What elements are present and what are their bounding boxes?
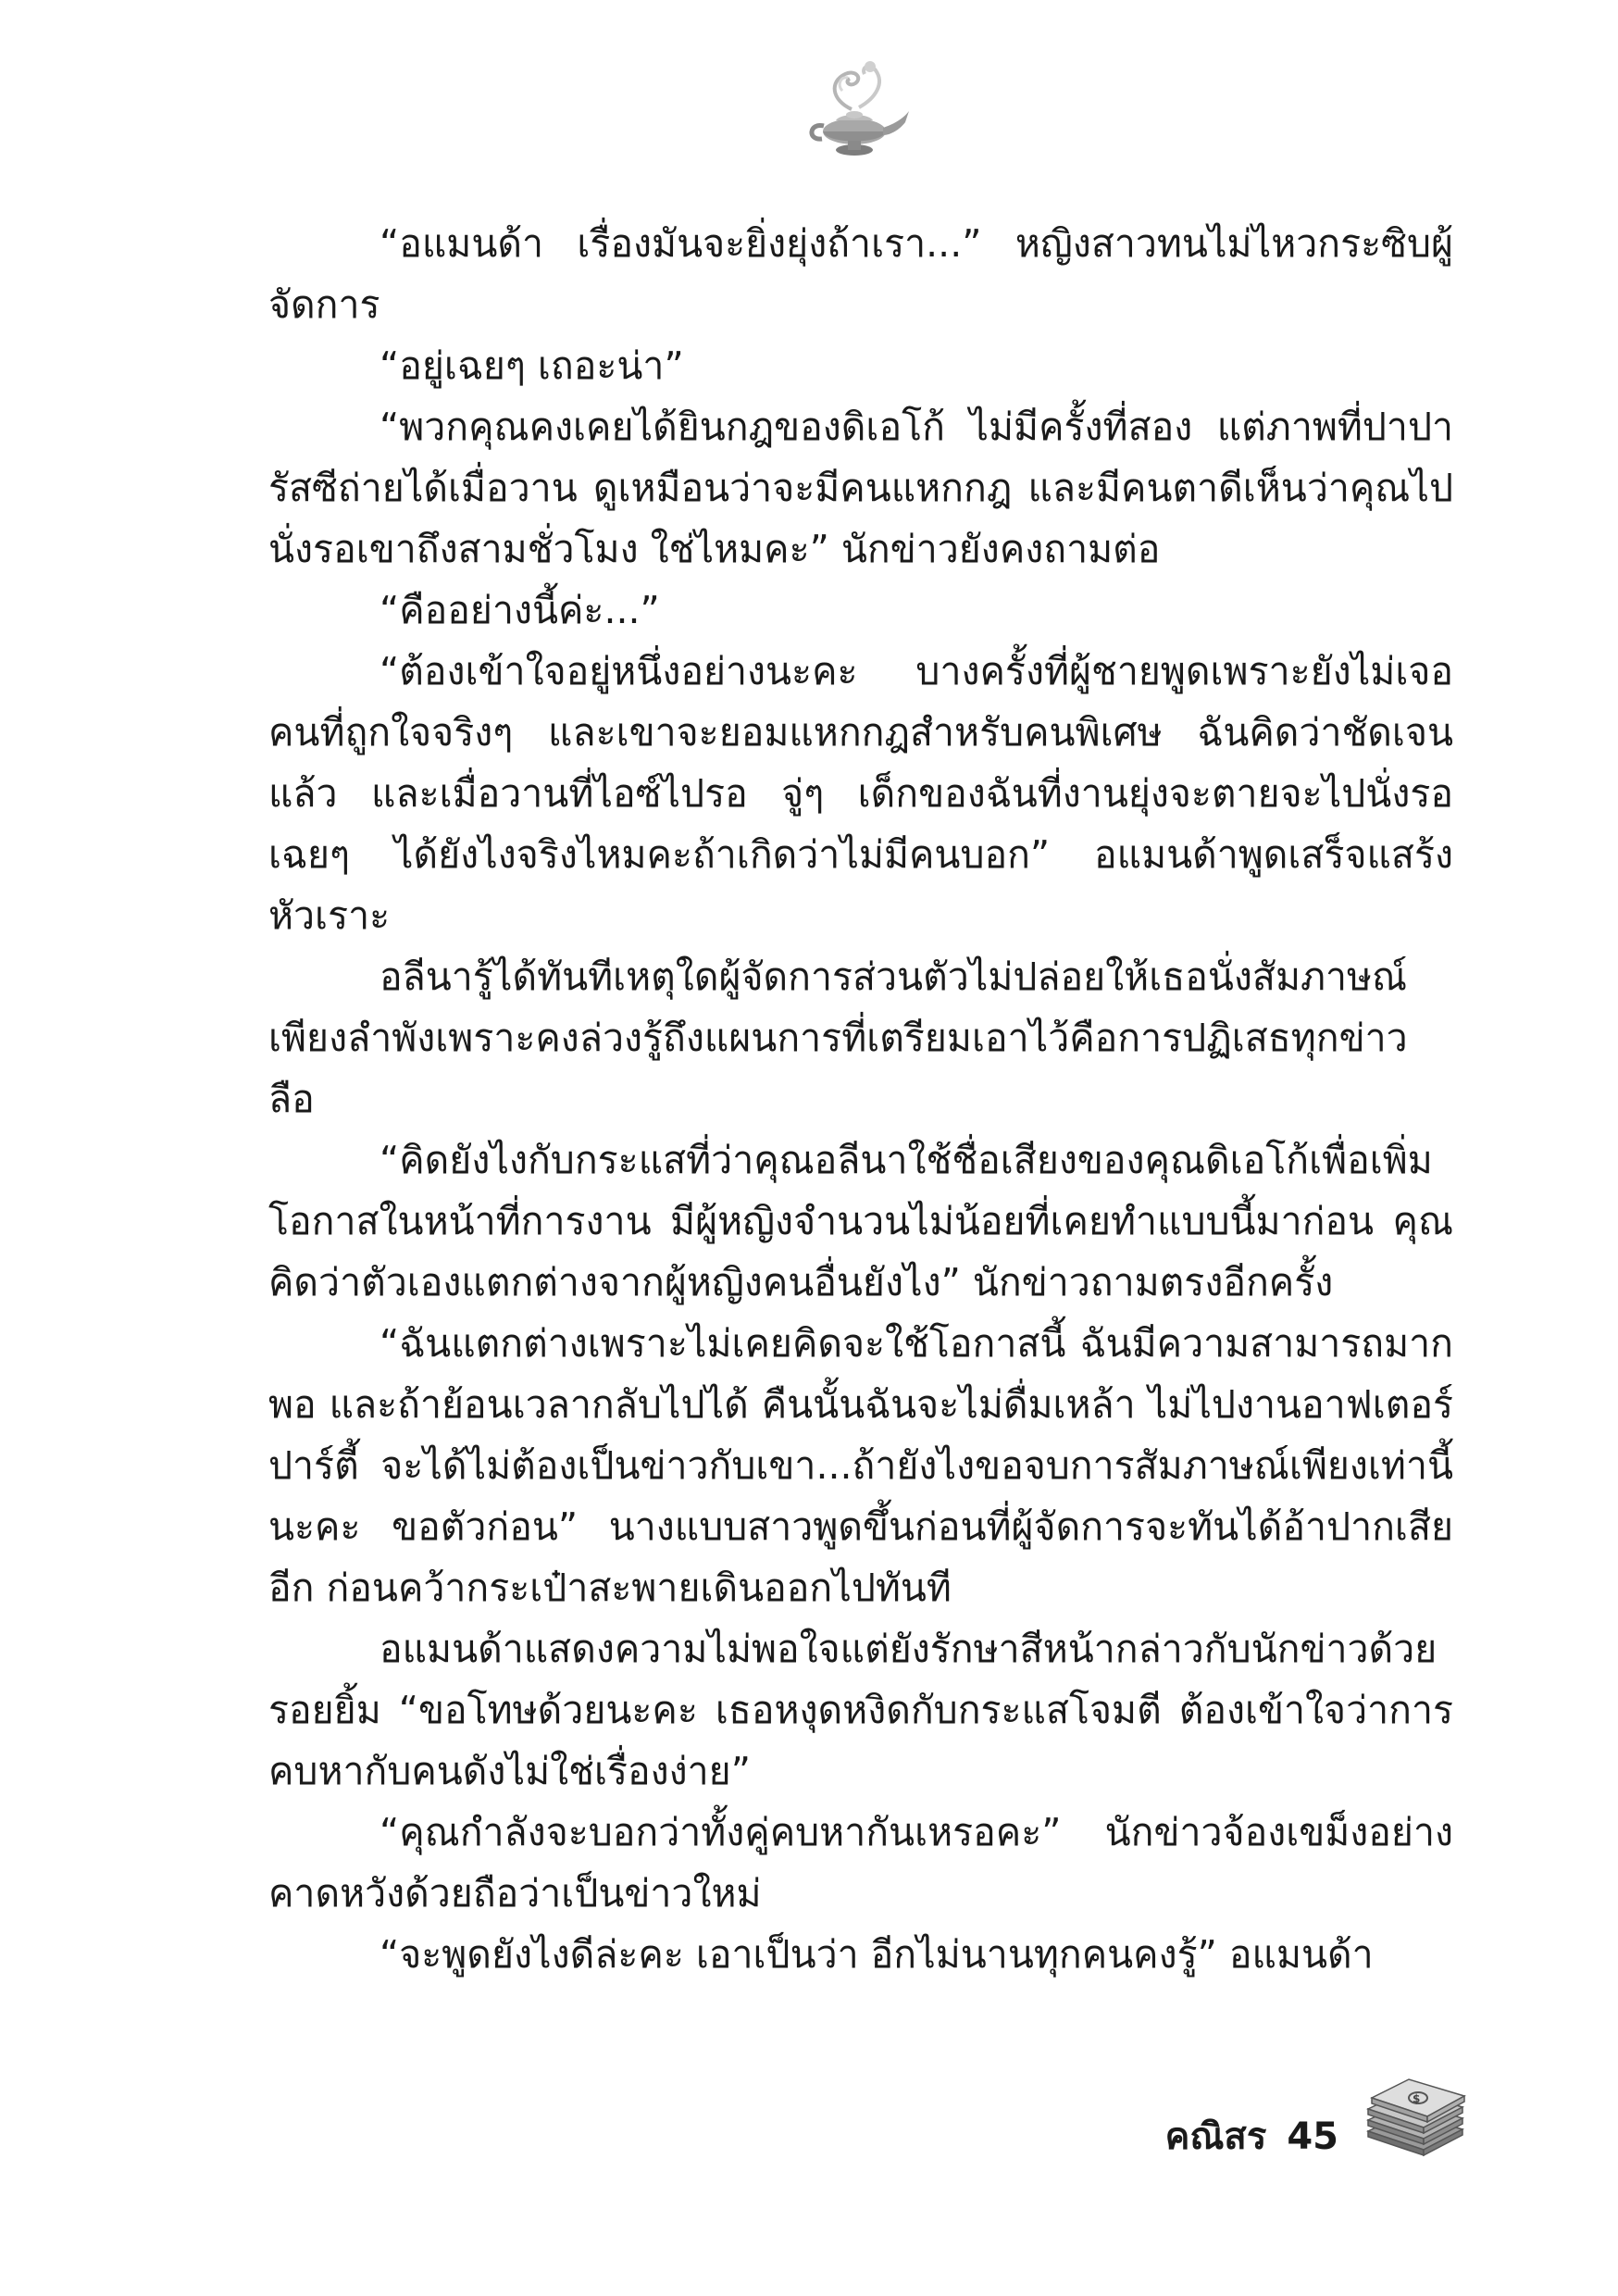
paragraph: “ต้องเข้าใจอยู่หนึ่งอย่างนะคะ บางครั้งที่ผู้ชายพูดเพราะยังไม่เจอคนที่ถูกใจจริงๆ และเขาจะยอมแหกกฎสำหรับคนพิเศษ ฉันคิดว่าชัดเจนแล้ว และเมื่อวานที่ไอซ์ไปรอ จู่ๆ เด็กของฉันที่งานยุ่งจะตายจะไปนั่งรอเฉยๆ ได้ยังไงจริงไหมคะถ้าเกิดว่าไม่มีคนบอก” อแมนด้าพูดเสร็จแสร้งหัวเราะ — [268, 649, 1453, 938]
page-footer — [1165, 2081, 1470, 2165]
paragraph: อลีนารู้ได้ทันทีเหตุใดผู้จัดการส่วนตัวไม่ปล่อยให้เธอนั่งสัมภาษณ์เพียงลำพังเพราะคงล่วงรู้ถึงแผนการที่เตรียมเอาไว้คือการปฏิเสธทุกข่าวลือ — [268, 955, 1408, 1121]
page-number: 45 — [1287, 2115, 1338, 2158]
paragraph: “ฉันแตกต่างเพราะไม่เคยคิดจะใช้โอกาสนี้ ฉันมีความสามารถมากพอ และถ้าย้อนเวลากลับไปได้ คืนนั้นฉันจะไม่ดื่มเหล้า ไม่ไปงานอาฟเตอร์ปาร์ตี้ จะได้ไม่ต้องเป็นข่าวกับเขา...ถ้ายังไงขอจบการสัมภาษณ์เพียงเท่านี้นะคะ ขอตัวก่อน” นางแบบสาวพูดขึ้นก่อนที่ผู้จัดการจะทันได้อ้าปากเสียอีก ก่อนคว้ากระเป๋าสะพายเดินออกไปทันที — [268, 1321, 1453, 1610]
paragraph: “คุณกำลังจะบอกว่าทั้งคู่คบหากันเหรอคะ” นักข่าวจ้องเขม็งอย่างคาดหวังด้วยถือว่าเป็นข่าวใหม่ — [268, 1810, 1453, 1915]
paragraph: “อแมนด้า เรื่องมันจะยิ่งยุ่งถ้าเรา...” หญิงสาวทนไม่ไหวกระซิบผู้จัดการ — [268, 221, 1453, 327]
paragraph: “คืออย่างนี้ค่ะ...” — [380, 588, 660, 632]
svg-text:$: $ — [1413, 2092, 1421, 2105]
paragraph: “จะพูดยังไงดีล่ะคะ เอาเป็นว่า อีกไม่นานทุกคนคงรู้” อแมนด้า — [380, 1932, 1374, 1977]
book-title: คณิสร — [1164, 2115, 1267, 2158]
genie-lamp-icon — [794, 54, 915, 165]
paragraph: “พวกคุณคงเคยได้ยินกฎของดิเอโก้ ไม่มีครั้งที่สอง แต่ภาพที่ปาปารัสซีถ่ายได้เมื่อวาน ดูเหมือนว่าจะมีคนแหกกฎ และมีคนตาดีเห็นว่าคุณไปนั่งรอเขาถึงสามชั่วโมง ใช่ไหมคะ” นักข่าวยังคงถามต่อ — [268, 405, 1453, 571]
paragraph: “คิดยังไงกับกระแสที่ว่าคุณอลีนาใช้ชื่อเสียงของคุณดิเอโก้เพื่อเพิ่มโอกาสในหน้าที่การงาน มีผู้หญิงจำนวนไม่น้อยที่เคยทำแบบนี้มาก่อน คุณคิดว่าตัวเองแตกต่างจากผู้หญิงคนอื่นยังไง” นักข่าวถามตรงอีกครั้ง — [268, 1138, 1453, 1304]
paragraph: อแมนด้าแสดงความไม่พอใจแต่ยังรักษาสีหน้ากล่าวกับนักข่าวด้วยรอยยิ้ม “ขอโทษด้วยนะคะ เธอหงุดหงิดกับกระแสโจมตี ต้องเข้าใจว่าการคบหากับคนดังไม่ใช่เรื่องง่าย” — [268, 1627, 1453, 1793]
body-text — [268, 213, 1453, 1985]
money-stack-icon — [1359, 2076, 1470, 2159]
paragraph: “อยู่เฉยๆ เถอะน่า” — [380, 343, 684, 388]
